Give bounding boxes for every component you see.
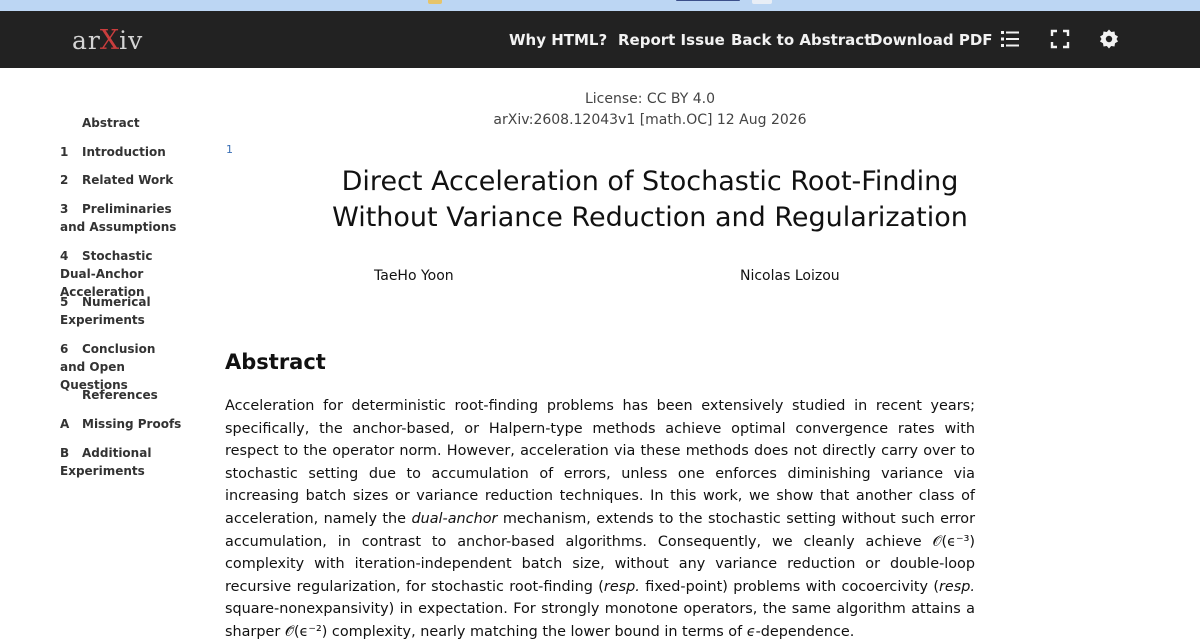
abstract-heading: Abstract <box>225 350 326 374</box>
nav-why-html[interactable]: Why HTML? <box>509 30 608 49</box>
toc-label: Introduction <box>82 145 166 159</box>
math-complexity-2: 𝒪̃(ϵ⁻²) <box>284 623 328 640</box>
math-epsilon: ϵ <box>746 623 756 640</box>
title-line-1: Direct Acceleration of Stochastic Root-Finding <box>341 166 959 197</box>
arxiv-id-line: arXiv:2608.12043v1 [math.OC] 12 Aug 2026 <box>493 112 807 128</box>
toc-label: Abstract <box>82 116 140 130</box>
paper-title <box>300 164 1000 236</box>
toc-label: References <box>82 388 158 402</box>
settings-icon[interactable] <box>1098 28 1120 50</box>
toc-item-preliminaries[interactable]: 3 Preliminaries and Assumptions <box>60 202 177 234</box>
nav-download-pdf[interactable]: Download PDF <box>870 30 993 49</box>
toc-item-abstract[interactable] <box>60 114 200 132</box>
fullscreen-icon[interactable] <box>1049 28 1071 50</box>
notification-icon <box>428 0 442 4</box>
logo-x: X <box>99 24 121 56</box>
nav-report-issue[interactable]: Report Issue <box>618 30 725 49</box>
license-line: License: CC BY 4.0 <box>584 91 716 107</box>
math-complexity-1: 𝒪(ϵ⁻³) <box>932 533 975 550</box>
toc-item-references[interactable] <box>82 386 222 404</box>
notification-close-icon[interactable] <box>752 0 772 4</box>
author-2: Nicolas Loizou <box>740 268 840 284</box>
toc-item-stochastic-dual-anchor[interactable]: 4 Stochastic Dual-Anchor Acceleration <box>60 249 153 299</box>
toc-item-introduction[interactable]: 1 Introduction <box>60 145 166 159</box>
toc-label: Conclusion and Open Questions <box>60 342 156 392</box>
toc-label: Missing Proofs <box>82 417 182 431</box>
author-1: TaeHo Yoon <box>374 268 454 284</box>
toc-item-numerical-experiments[interactable]: 5 Numerical Experiments <box>60 295 151 327</box>
toc-label: Preliminaries and Assumptions <box>60 202 177 234</box>
emphasis-dual-anchor: dual-anchor <box>411 510 498 527</box>
browser-notification-strip <box>0 0 1200 11</box>
toc-label: Related Work <box>82 173 174 187</box>
toc-item-additional-experiments[interactable]: B Additional Experiments <box>60 446 152 478</box>
notification-link[interactable] <box>676 0 740 1</box>
abstract-text: Acceleration for deterministic root-finding problems has been extensively studied in recent years; specifically, the anchor-based, or Halpern-type methods achieve optimal convergence rates with respect to the operator norm. However, acceleration via these methods does not directly carry over to stochastic setting due to accumulation of errors, unless one enforces diminishing variance via increasing batch sizes or variance reduction techniques. In this work, we show that another class of acceleration, namely the dual-anchor mechanism, extends to the stochastic setting without such error accumulation, in contrast to anchor-based algorithms. Consequently, we cleanly achieve 𝒪(ϵ⁻³) complexity with iteration-independent batch size, without any variance reduction or double-loop recursive regularization, for stochastic root-finding (resp. fixed-point) problems with cocoercivity (resp. square-nonexpansivity) in expectation. For strongly monotone operators, the same algorithm attains a sharper 𝒪̃(ϵ⁻²) complexity, nearly matching the lower bound in terms of ϵ-dependence. <box>225 398 976 640</box>
toc-label: Stochastic Dual-Anchor Acceleration <box>60 249 153 299</box>
toc-item-related-work[interactable]: 2 Related Work <box>60 173 174 187</box>
toc-label: Additional Experiments <box>60 446 152 478</box>
arxiv-logo[interactable] <box>72 24 143 56</box>
logo-left: ar <box>72 25 101 55</box>
title-line-2: Without Variance Reduction and Regularization <box>332 202 968 233</box>
footnote-marker[interactable]: 1 <box>226 143 233 156</box>
toc-item-missing-proofs[interactable]: A Missing Proofs <box>60 417 182 431</box>
toc-label: Numerical Experiments <box>60 295 151 327</box>
list-icon[interactable] <box>999 28 1021 50</box>
toc-item-conclusion[interactable]: 6 Conclusion and Open Questions <box>60 342 156 392</box>
logo-right: iv <box>119 25 144 55</box>
nav-back-to-abstract[interactable]: Back to Abstract <box>731 30 872 49</box>
site-header <box>0 11 1200 68</box>
